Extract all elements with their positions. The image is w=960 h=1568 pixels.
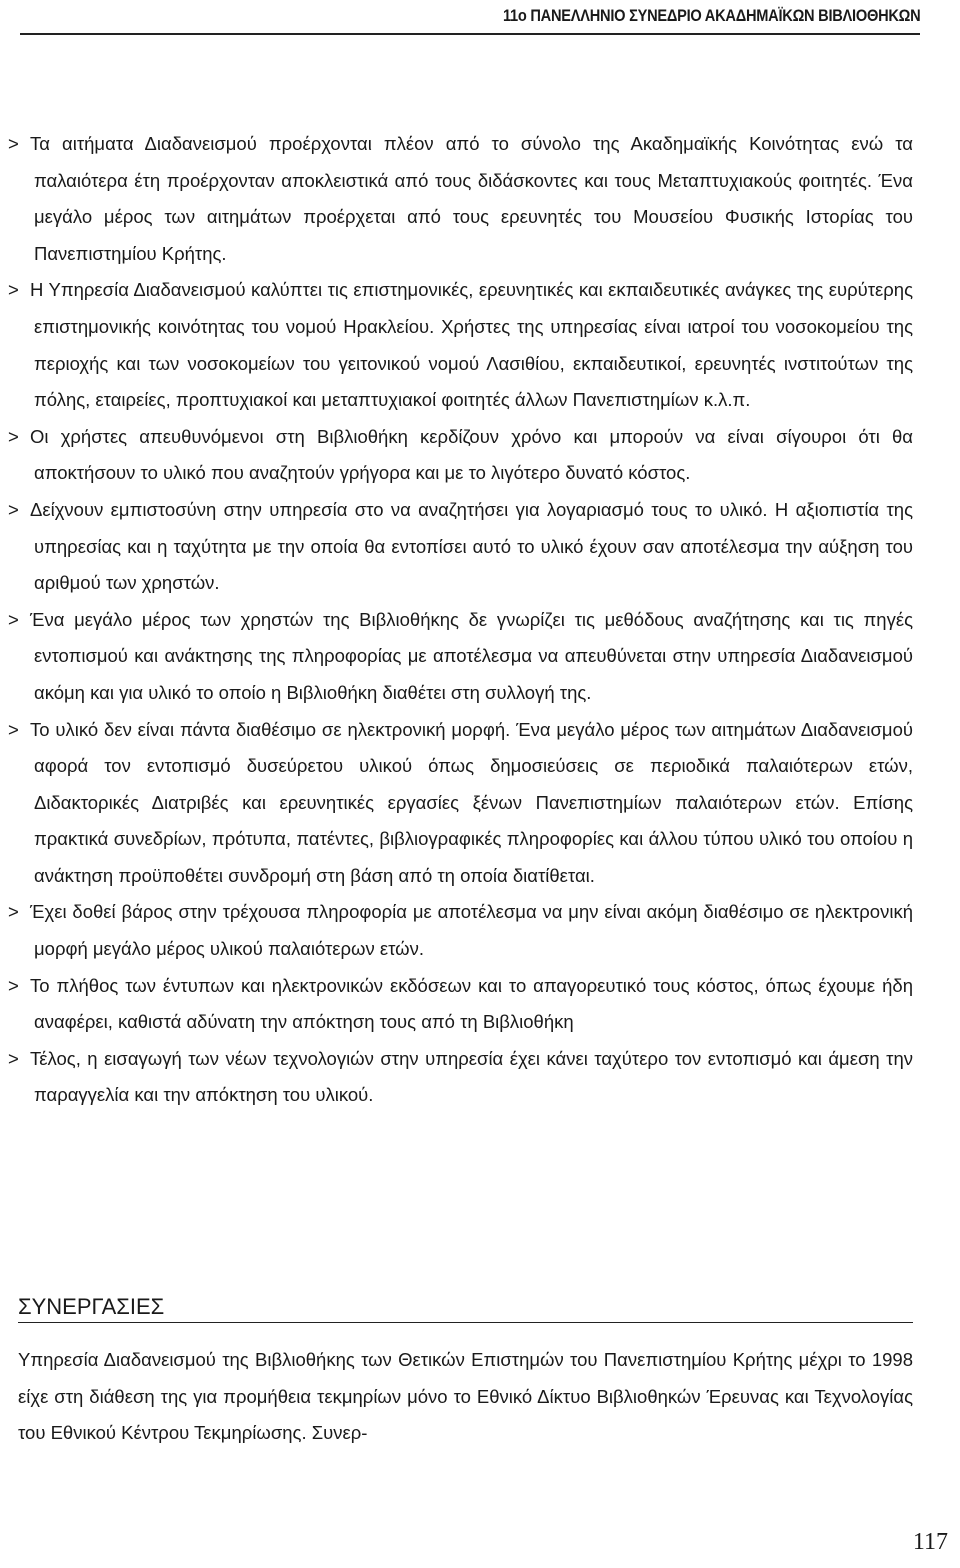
bullet-text: Ένα μεγάλο μέρος των χρηστών της Βιβλιοθήκης δε γνωρίζει τις μεθόδους αναζήτησης και τις πηγές εντοπισμού και ανάκτησης της πληροφορίας με αποτέλεσμα να απευθύνεται στην υπηρεσία Διαδανεισμού ακόμη και για υλικό το οποίο η Βιβλιοθήκη διαθέτει στη συλλογή της. [30,608,913,703]
header-rule [20,33,920,35]
bullet-item [8,419,913,492]
bullet-item [8,894,913,967]
bullet-list [8,126,913,1114]
bullet-text: Τέλος, η εισαγωγή των νέων τεχνολογιών στην υπηρεσία έχει κάνει ταχύτερο τον εντοπισμό και άμεση την παραγγελία και την απόκτηση του υλικού. [30,1047,913,1106]
bullet-marker: > [8,498,19,520]
bullet-marker: > [8,1047,19,1069]
section-heading: ΣΥΝΕΡΓΑΣΙΕΣ [18,1294,913,1323]
bullet-marker: > [8,133,19,154]
bullet-item [8,492,913,602]
bullet-item [8,272,913,418]
bullet-text: Δείχνουν εμπιστοσύνη στην υπηρεσία στο να αναζητήσει για λογαριασμό τους το υλικό. Η αξιοπιστία της υπηρεσίας και η ταχύτητα με την οποία θα εντοπίσει αυτό το υλικό έχουν σαν αποτέλεσμα την αύξηση του αριθμού των χρηστών. [30,498,913,594]
bullet-marker: > [8,901,19,923]
bullet-marker: > [8,425,19,447]
bullet-text: Το υλικό δεν είναι πάντα διαθέσιμο σε ηλεκτρονική μορφή. Ένα μεγάλο μέρος των αιτημάτων Διαδανεισμού αφορά τον εντοπισμό δυσεύρετου υλικού όπως δημοσιεύσεις σε περιοδικά παλαιότερων ετών, Διδακτορικές Διατριβές και ερευνητικές εργασίες ξένων Πανεπιστημίων παλαιότερων ετών. Επίσης πρακτικά συνεδρίων, πρότυπα, πατέντες, βιβλιογραφικές πληροφορίες και άλλου τύπου υλικό του οποίου η ανάκτηση προϋποθέτει συνδρομή στη βάση από τη οποία διατίθεται. [30,718,913,886]
bullet-item [8,126,913,272]
bullet-text: Το πλήθος των έντυπων και ηλεκτρονικών εκδόσεων και το απαγορευτικό τους κόστος, όπως έχουμε ήδη αναφέρει, καθιστά αδύνατη την απόκτηση τους από τη Βιβλιοθήκη [30,974,913,1033]
bullet-marker: > [8,608,19,630]
bullet-marker: > [8,718,19,740]
running-header-title: 11ο ΠΑΝΕΛΛΗΝΙΟ ΣΥΝΕΔΡΙΟ ΑΚΑΔΗΜΑΪΚΩΝ ΒΙΒΛΙΟΘΗΚΩΝ [502,6,920,25]
bullet-text: Έχει δοθεί βάρος στην τρέχουσα πληροφορία με αποτέλεσμα να μην είναι ακόμη διαθέσιμο σε ηλεκτρονική μορφή μεγάλο μέρος υλικού παλαιότερων ετών. [30,901,913,960]
bullet-text: Οι χρήστες απευθυνόμενοι στη Βιβλιοθήκη κερδίζουν χρόνο και μπορούν να είναι σίγουροι ότι θα αποκτήσουν το υλικό που αναζητούν γρήγορα και με το λιγότερο δυνατό κόστος. [30,425,913,484]
bullet-text: Η Υπηρεσία Διαδανεισμού καλύπτει τις επιστημονικές, ερευνητικές και εκπαιδευτικές ανάγκες της ευρύτερης επιστημονικής κοινότητας του νομού Ηρακλείου. Χρήστες της υπηρεσίας είναι ιατροί του νοσοκομείου της περιοχής και των νοσοκομείων του γειτονικού νομού Λασιθίου, εκπαιδευτικοί, ερευνητές ινστιτούτων της πόλης, εταιρείες, προπτυχιακοί και μεταπτυχιακοί φοιτητές άλλων Πανεπιστημίων κ.λ.π. [30,279,913,411]
page-number: 117 [912,1529,948,1555]
bullet-item [8,1041,913,1114]
bullet-item [8,602,913,712]
bullet-item [8,968,913,1041]
bullet-item [8,712,913,895]
section-paragraph: Υπηρεσία Διαδανεισμού της Βιβλιοθήκης των Θετικών Επιστημών του Πανεπιστημίου Κρήτης μέχρι το 1998 είχε στη διάθεση της για προμήθεια τεκμηρίων μόνο το Εθνικό Δίκτυο Βιβλιοθηκών Έρευνας και Τεχνολογίας του Εθνικού Κέντρου Τεκμηρίωσης. Συνερ- [18,1349,913,1444]
bullet-text: Τα αιτήματα Διαδανεισμού προέρχονται πλέον από το σύνολο της Ακαδημαϊκής Κοινότητας ενώ τα παλαιότερα έτη προέρχονταν αποκλειστικά από τους διδάσκοντες και τους Μεταπτυχιακούς φοιτητές. Ένα μεγάλο μέρος των αιτημάτων προέρχεται από τους ερευνητές του Μουσείου Φυσικής Ιστορίας του Πανεπιστημίου Κρήτης. [30,133,913,264]
bullet-marker: > [8,974,19,996]
bullet-marker: > [8,279,19,301]
